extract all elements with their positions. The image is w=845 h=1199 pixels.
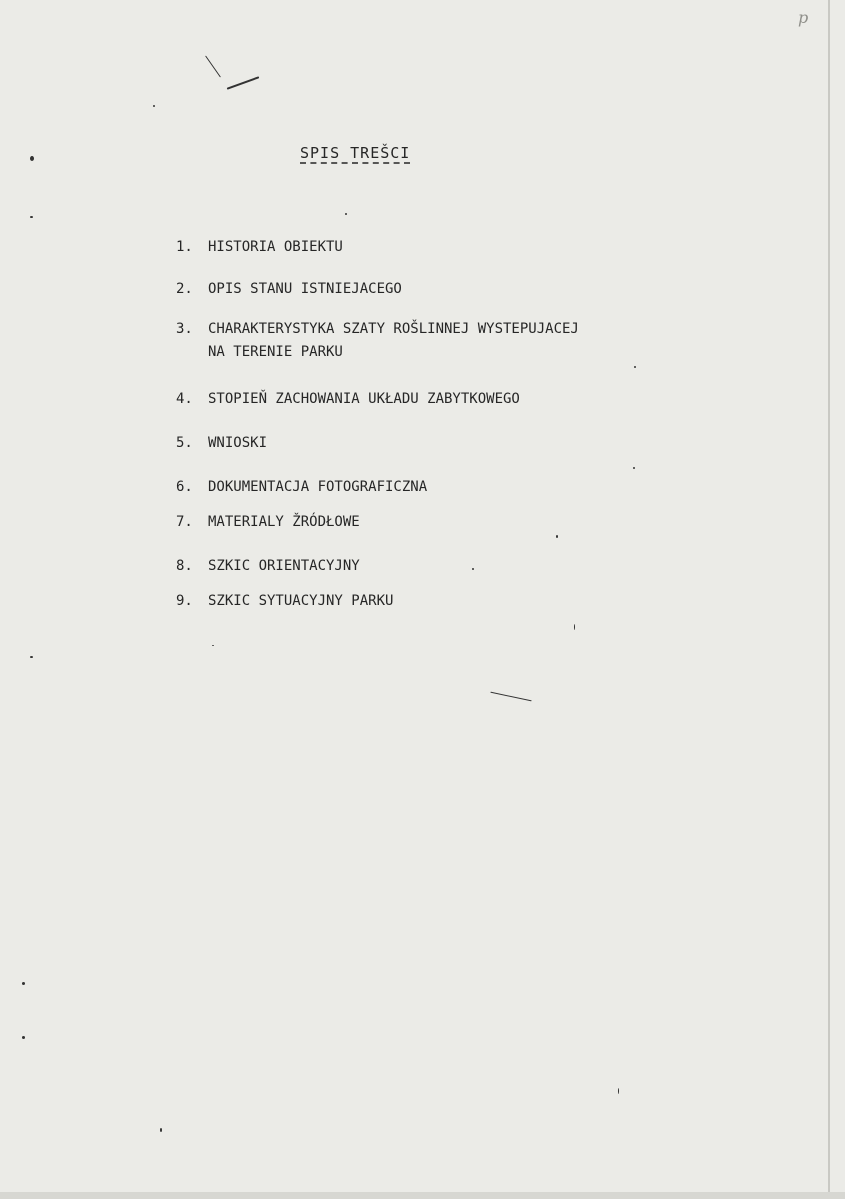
toc-item — [176, 318, 579, 364]
toc-item-number: 7. — [176, 514, 193, 530]
toc-item-number: 5. — [176, 435, 193, 451]
toc-item — [176, 388, 520, 411]
toc-item — [176, 555, 360, 578]
toc-item — [176, 278, 402, 301]
toc-item-text: MATERIALY ŽRÓDŁOWE — [208, 514, 360, 530]
toc-item — [176, 236, 343, 259]
toc-item-text-continued: NA TERENIE PARKU — [208, 344, 343, 360]
toc-item-number: 6. — [176, 479, 193, 495]
toc-item — [176, 511, 360, 534]
toc-item-text: SZKIC ORIENTACYJNY — [208, 558, 360, 574]
toc-item-text: HISTORIA OBIEKTU — [208, 239, 343, 255]
toc-item — [176, 590, 393, 613]
corner-mark: p — [798, 8, 809, 27]
toc-item-text: SZKIC SYTUACYJNY PARKU — [208, 593, 394, 609]
toc-item-text: WNIOSKI — [208, 435, 268, 451]
toc-item-number: 9. — [176, 593, 193, 609]
toc-item-text: OPIS STANU ISTNIEJACEGO — [208, 281, 402, 297]
page-title: SPIS TREŠCI — [300, 144, 411, 162]
toc-item-number: 3. — [176, 321, 193, 337]
toc-item-text: CHARAKTERYSTYKA SZATY ROŠLINNEJ WYSTEPUJACEJ — [208, 321, 579, 337]
toc-item-text: DOKUMENTACJA FOTOGRAFICZNA — [208, 479, 428, 495]
toc-item-number: 1. — [176, 239, 193, 255]
toc-item-text: STOPIEŇ ZACHOWANIA UKŁADU ZABYTKOWEGO — [208, 391, 520, 407]
toc-item — [176, 432, 267, 455]
toc-item-number: 2. — [176, 281, 193, 297]
toc-item-number: 4. — [176, 391, 193, 407]
toc-item-number: 8. — [176, 558, 193, 574]
toc-item — [176, 476, 427, 499]
